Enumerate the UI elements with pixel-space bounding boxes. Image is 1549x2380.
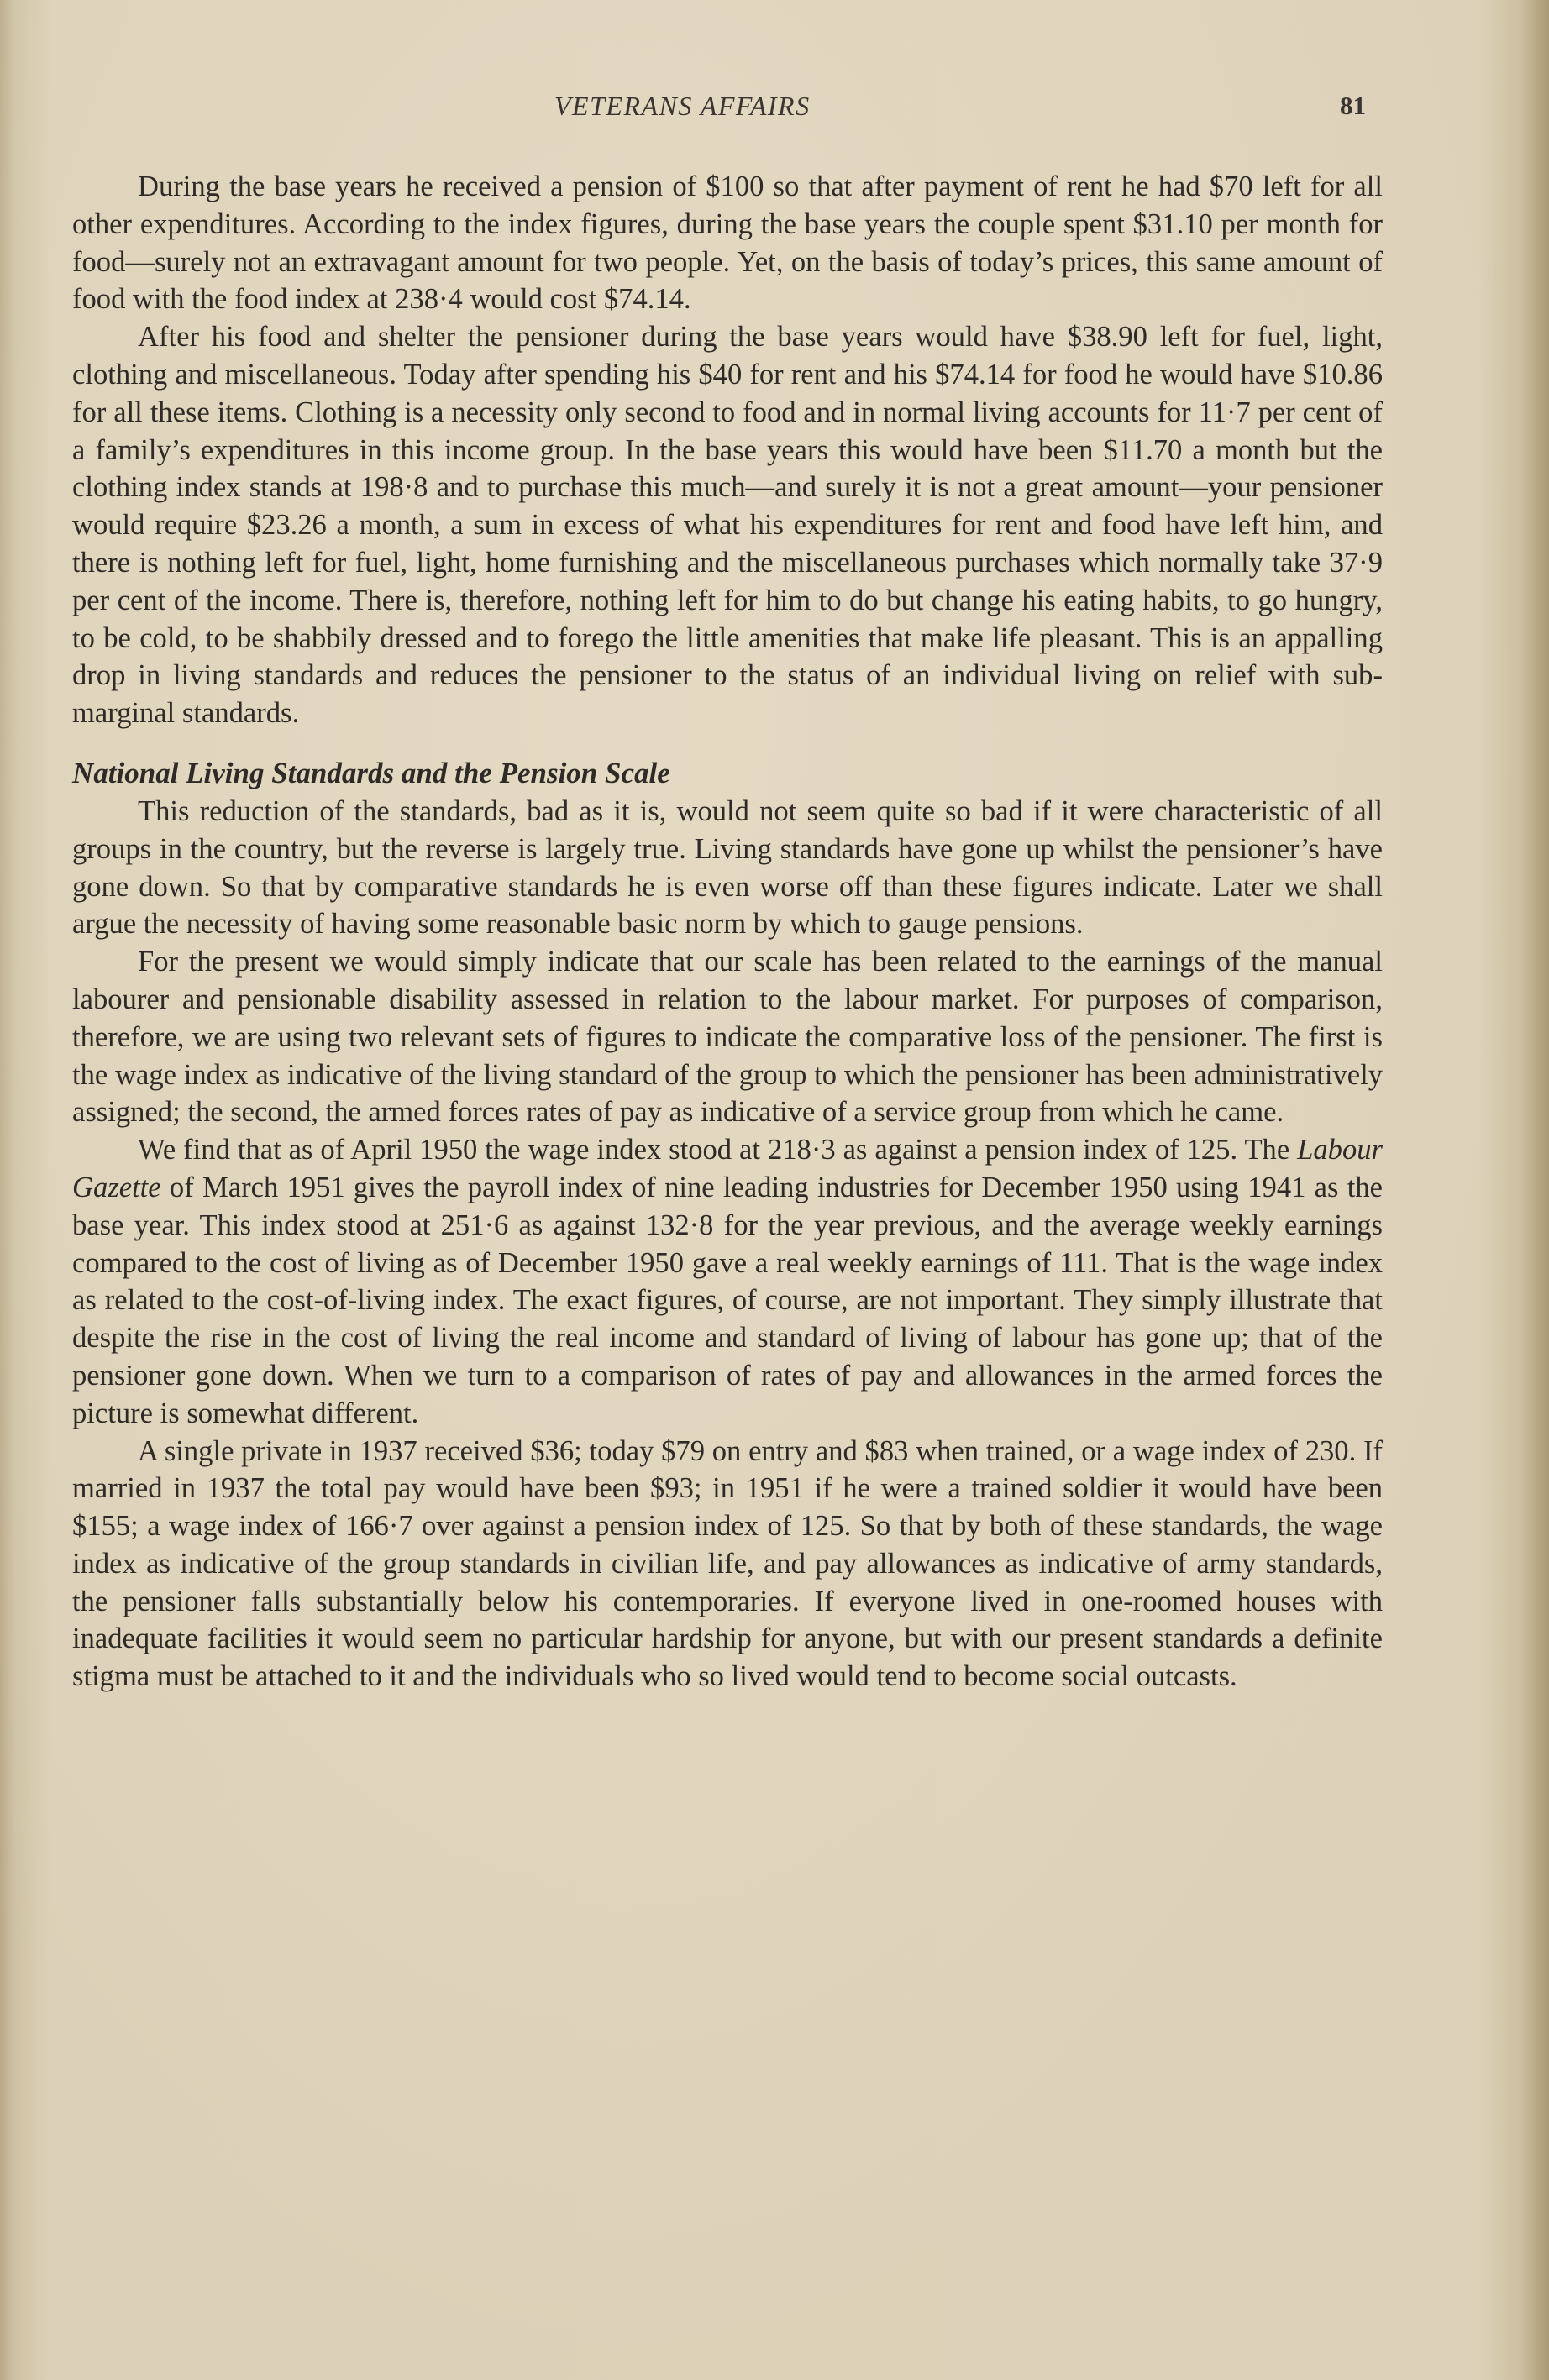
paragraph-armed-forces-pay: A single private in 1937 received $36; today $79 on entry and $83 when trained, or a wage index of 230. If married in 1937 the total pay would have been $93; in 1951 if he were a trained soldier it would have been $155; a wage index of 166·7 over against a pension index of 125. So that by both of these standards, the wage index as indicative of the group standards in civilian life, and pay allowances as indicative of army standards, the pensioner falls substantially below his contemporaries. If everyone lived in one-roomed houses with inadequate facilities it would seem no particular hardship for anyone, but with our present standards a definite stigma must be attached to it and the individuals who so lived would tend to become social outcasts. (72, 1434, 1383, 1693)
page-header (76, 91, 1386, 128)
running-head: VETERANS AFFAIRS (554, 91, 811, 121)
section-heading: National Living Standards and the Pension Scale (72, 756, 670, 789)
paragraph-reduction-of-standards: This reduction of the standards, bad as it is, would not seem quite so bad if it were characteristic of all groups in the country, but the reverse is largely true. Living standards have gone up whilst the pensioner’s have gone down. So that by comparative standards he is even worse off than these figures indicate. Later we shall argue the necessity of having some reasonable basic norm by which to gauge pensions. (72, 794, 1383, 941)
page-number: 81 (1340, 91, 1366, 120)
paragraph-food-and-shelter: After his food and shelter the pensioner during the base years would have $38.90 left for fuel, light, clothing and miscellaneous. Today after spending his $40 for rent and his $74.14 for food he would have $10.86 for all these items. Clothing is a necessity only second to food and in normal living accounts for 11·7 per cent of a family’s expenditures in this income group. In the base years this would have been $11.70 a month but the clothing index stands at 198·8 and to purchase this much—and surely it is not a great amount—your pensioner would require $23.26 a month, a sum in excess of what his expenditures for rent and food have left him, and there is nothing left for fuel, light, home furnishing and the miscellaneous purchases which normally take 37·9 per cent of the income. There is, therefore, nothing left for him to do but change his eating habits, to go hungry, to be cold, to be shabbily dressed and to forego the little amenities that make life pleasant. This is an appalling drop in living standards and reduces the pensioner to the status of an individual living on relief with sub-marginal standards. (72, 321, 1383, 730)
labour-gazette-title: Labour Gazette (72, 1134, 1383, 1203)
body-text (72, 168, 1383, 1696)
wage-index-text-start: We find that as of April 1950 the wage index stood at 218·3 as against a pension index of 125. The (138, 1134, 1298, 1166)
paragraph-base-years: During the base years he received a pension of $100 so that after payment of rent he had $70 left for all other expenditures. According to the index figures, during the base years the couple spent $31.10 per month for food—surely not an extravagant amount for two people. Yet, on the basis of today’s prices, this same amount of food with the food index at 238·4 would cost $74.14. (72, 170, 1383, 316)
paragraph-comparison-figures: For the present we would simply indicate that our scale has been related to the earnings of the manual labourer and pensionable disability assessed in relation to the labour market. For purposes of comparison, therefore, we are using two relevant sets of figures to indicate the comparative loss of the pensioner. The first is the wage index as indicative of the living standard of the group to which the pensioner has been administratively assigned; the second, the armed forces rates of pay as indicative of a service group from which he came. (72, 946, 1383, 1129)
wage-index-text-end: of March 1951 gives the payroll index of nine leading industries for December 1950 using 1941 as the base year. This index stood at 251·6 as against 132·8 for the year previous, and the average weekly earnings compared to the cost of living as of December 1950 gave a real weekly earnings of 111. That is the wage index as related to the cost-of-living index. The exact figures, of course, are not important. They simply illustrate that despite the rise in the cost of living the real income and standard of living of labour has gone up; that of the pensioner gone down. When we turn to a comparison of rates of pay and allowances in the armed forces the picture is somewhat different. (72, 1171, 1383, 1429)
paragraph-wage-index (72, 1131, 1383, 1432)
